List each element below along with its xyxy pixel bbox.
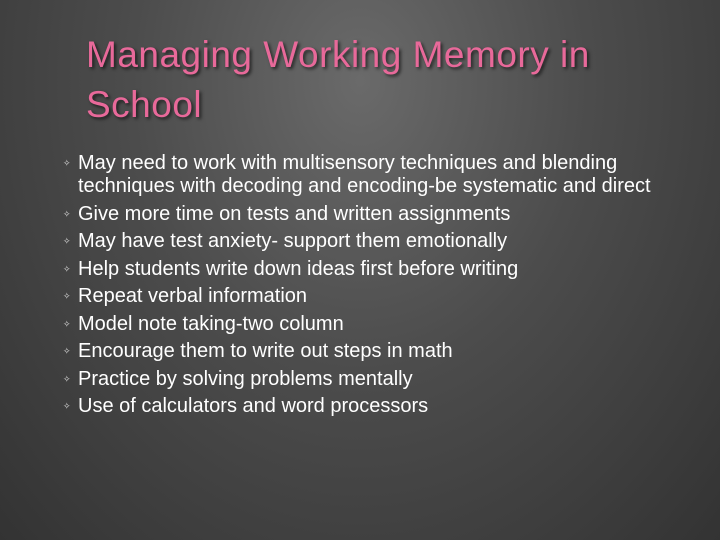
bullet-text: Use of calculators and word processors xyxy=(78,395,429,417)
bullet-item xyxy=(0,395,720,418)
bullet-text: May need to work with multisensory techniques and blending techniques with decoding and encoding-be systematic and direct xyxy=(78,152,651,197)
bullet-item xyxy=(0,368,720,391)
bullet-icon: ✧ xyxy=(63,401,71,411)
bullet-icon: ✧ xyxy=(63,236,71,246)
bullet-item xyxy=(0,340,720,363)
bullet-icon: ✧ xyxy=(63,373,71,384)
bullet-text: Encourage them to write out steps in math xyxy=(78,340,453,362)
bullet-icon: ✧ xyxy=(63,318,71,329)
bullet-text: Repeat verbal information xyxy=(78,285,308,307)
bullet-text: Help students write down ideas first before writing xyxy=(78,257,519,280)
bullet-item xyxy=(0,152,720,198)
bullet-list xyxy=(0,152,720,423)
bullet-text: May have test anxiety- support them emotionally xyxy=(78,230,508,252)
bullet-icon: ✧ xyxy=(63,208,71,219)
bullet-item xyxy=(0,313,720,336)
bullet-icon: ✧ xyxy=(63,263,71,274)
bullet-item xyxy=(0,285,720,308)
bullet-item xyxy=(0,258,720,281)
bullet-item xyxy=(0,203,720,226)
bullet-icon: ✧ xyxy=(63,291,71,301)
bullet-item xyxy=(0,230,720,253)
bullet-text: Model note taking-two column xyxy=(78,312,344,335)
bullet-text: Practice by solving problems mentally xyxy=(78,367,413,390)
bullet-icon: ✧ xyxy=(63,158,71,168)
slide-title: Managing Working Memory in School xyxy=(86,34,590,125)
bullet-text: Give more time on tests and written assignments xyxy=(78,202,511,225)
bullet-icon: ✧ xyxy=(63,346,71,356)
